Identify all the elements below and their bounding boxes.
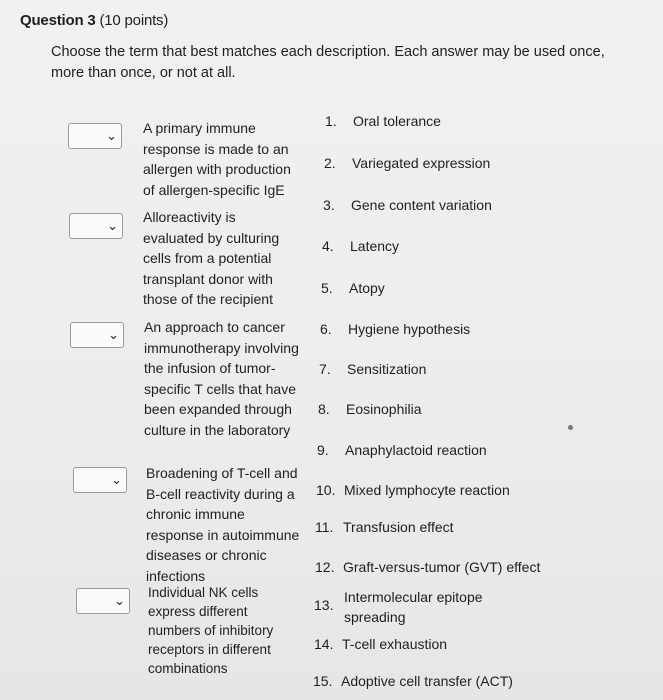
question-instruction: Choose the term that best matches each description. Each answer may be used once, more than once, or not at all. (51, 44, 605, 81)
question-number: Question 3 (20, 12, 96, 29)
option-5: 5. Atopy (321, 280, 385, 296)
cursor-mark (568, 425, 573, 430)
chevron-down-icon: ⌄ (106, 128, 117, 143)
option-14: 14. T-cell exhaustion (314, 636, 448, 652)
question-points: (10 points) (99, 12, 169, 29)
chevron-down-icon: ⌄ (111, 472, 122, 487)
answer-select-1[interactable] (68, 123, 122, 149)
description-1: A primary immune response is made to an allergen with production of allergen-specific IgE (143, 120, 291, 198)
option-6: 6. Hygiene hypothesis (320, 321, 471, 337)
answer-select-2[interactable] (69, 213, 123, 239)
description-5: Individual NK cells express different numbers of inhibitory receptors in different combinations (148, 585, 274, 676)
option-9: 9. Anaphylactoid reaction (317, 442, 487, 458)
description-3: An approach to cancer immunotherapy involving the infusion of tumor-specific T cells that have been expanded through culture in the laboratory (144, 319, 299, 438)
description-4: Broadening of T-cell and B-cell reactivity during a chronic immune response in autoimmune diseases or chronic infections (146, 465, 300, 584)
option-8: 8. Eosinophilia (318, 401, 422, 417)
option-12: 12. Graft-versus-tumor (GVT) effect (315, 559, 541, 575)
option-15: 15. Adoptive cell transfer (ACT) (313, 673, 513, 689)
answer-select-4[interactable] (73, 467, 127, 493)
option-13: 13. Intermolecular epitope spreading (314, 589, 483, 625)
description-2: Alloreactivity is evaluated by culturing cells from a potential transplant donor with those of the recipient (143, 209, 280, 307)
option-2: 2. Variegated expression (324, 155, 491, 171)
option-4: 4. Latency (322, 238, 400, 254)
option-11: 11. Transfusion effect (315, 519, 454, 535)
chevron-down-icon: ⌄ (108, 327, 119, 342)
option-10: 10. Mixed lymphocyte reaction (316, 482, 510, 498)
option-1: 1. Oral tolerance (325, 113, 441, 129)
option-7: 7. Sensitization (319, 361, 427, 377)
answer-select-3[interactable] (70, 322, 124, 348)
option-3: 3. Gene content variation (323, 197, 492, 213)
answer-select-5[interactable] (76, 588, 130, 614)
chevron-down-icon: ⌄ (114, 593, 125, 608)
question-title (20, 12, 168, 29)
chevron-down-icon: ⌄ (107, 218, 118, 233)
